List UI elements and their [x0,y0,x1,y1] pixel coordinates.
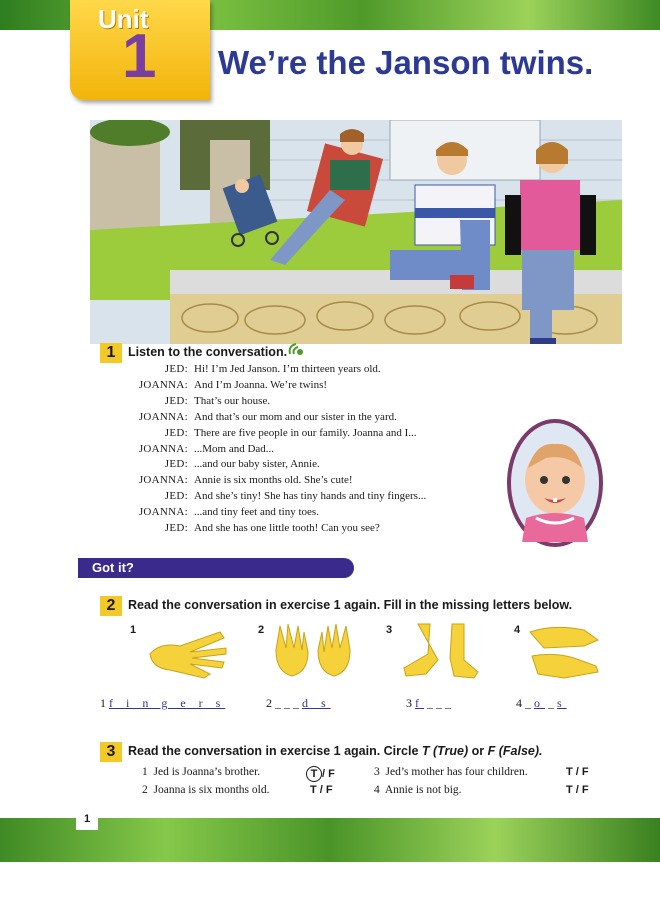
answer-number: 4 [516,696,522,710]
exercise-2-number: 2 [100,596,122,616]
speaker: JOANNA: [138,474,188,487]
exercise-2-instruction: Read the conversation in exercise 1 again. Fill in the missing letters below. [128,598,573,612]
speaker: JED: [164,522,188,535]
line-text: That’s our house. [194,394,271,407]
page-title: We’re the Janson twins. [218,44,594,81]
conversation-line [100,442,426,458]
line-text: Annie is six months old. She’s cute! [194,474,353,487]
line-text: There are five people in our family. Joanna and I... [194,426,417,439]
answer-letters: o [534,696,545,710]
line-text: ...and tiny feet and tiny toes. [194,506,319,519]
baby-portrait [506,418,604,548]
speaker: JED: [164,394,188,407]
statement-4: 4 Annie is not big. [374,784,462,796]
conversation-line [100,394,426,410]
answer-letters: d s [302,696,331,710]
answer-4[interactable] [516,696,567,711]
page-number: 1 [76,808,98,830]
exercise-3-number: 3 [100,742,122,762]
answer-number: 2 [266,696,272,710]
line-text: And I’m Joanna. We’re twins! [194,378,328,391]
answer-letters: s [557,696,567,710]
conversation [100,362,426,537]
exercise-1-instruction: Listen to the conversation. [128,345,288,359]
line-text: ...and our baby sister, Annie. [194,458,320,471]
answer-number: 3 [406,696,412,710]
answer-blanks: _ [525,696,534,710]
line-text: And that’s our mom and our sister in the yard. [194,410,397,423]
statement-1: 1 Jed is Joanna’s brother. [142,766,261,778]
true-false-choice-4[interactable]: T / F [566,784,589,796]
conversation-line [100,410,426,426]
true-false-choice-2[interactable]: T / F [310,784,333,796]
got-it-banner: Got it? [78,558,354,578]
answer-2[interactable] [266,696,331,711]
conversation-line [100,378,426,394]
speaker: JOANNA: [138,378,188,391]
statement-2: 2 Joanna is six months old. [142,784,270,796]
speaker: JOANNA: [138,506,188,519]
feet-picture [398,620,484,680]
answer-blanks: _ [548,696,557,710]
audio-icon[interactable] [286,340,306,360]
bottom-banner [0,818,660,862]
answer-3[interactable] [406,696,451,711]
circled-true[interactable]: T [306,766,322,782]
conversation-line [100,362,426,378]
answer-blanks: _ _ _ [275,696,302,710]
answer-letters: f [415,696,424,710]
line-text: And she has one little tooth! Can you see? [194,522,380,535]
exercise-1-number: 1 [100,343,122,363]
speaker: JOANNA: [138,442,188,455]
picture-number: 4 [514,624,521,636]
speaker: JOANNA: [138,410,188,423]
picture-number: 2 [258,624,265,636]
answer-1[interactable] [100,696,225,711]
answer-number: 1 [100,696,106,710]
conversation-line [100,457,426,473]
unit-word: Unit [98,4,149,34]
speaker: JED: [164,426,188,439]
conversation-line [100,505,426,521]
speaker: JED: [164,490,188,503]
unit-number: 1 [122,22,157,91]
line-text: Hi! I’m Jed Janson. I’m thirteen years old. [194,363,381,375]
picture-number: 1 [130,624,137,636]
answer-letters: f i n g e r s [109,696,226,710]
speaker: JED: [164,458,188,471]
conversation-line [100,521,426,537]
family-illustration [90,120,622,344]
conversation-line [100,489,426,505]
true-false-choice-3[interactable]: T / F [566,766,589,778]
statement-3: 3 Jed’s mother has four children. [374,766,528,778]
conversation-line [100,473,426,489]
answer-blanks: _ _ _ [427,696,451,710]
speaker: JED: [164,363,188,375]
toes-picture [524,620,604,682]
picture-number: 3 [386,624,393,636]
line-text: ...Mom and Dad... [194,442,275,455]
exercise-3-instruction: Read the conversation in exercise 1 again. Circle T (True) or F (False). [128,744,543,758]
true-false-choice-1[interactable]: T / F [306,766,335,782]
hands-picture [270,620,356,680]
line-text: And she’s tiny! She has tiny hands and tiny fingers... [194,490,427,503]
fingers-picture [140,624,230,680]
conversation-line [100,426,426,442]
